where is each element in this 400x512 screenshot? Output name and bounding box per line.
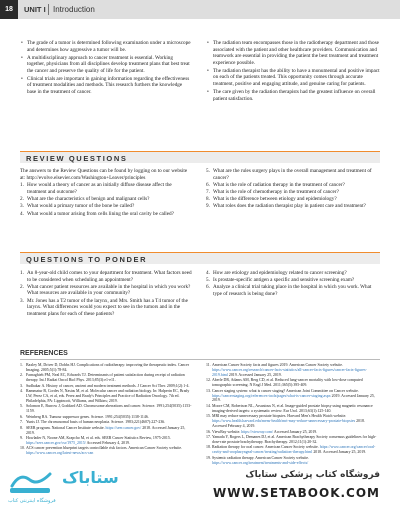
summary-bullet: • A multidisciplinary approach to cancer treatment is essential. Working together, physicians from all disciplines develop treatment plans that best treat the cancer and preserve the quality of life for the patient. <box>20 55 192 75</box>
unit-label: UNIT I <box>24 5 46 14</box>
header-divider <box>48 4 49 15</box>
reference-item: 3. Sudhakar A. History of cancer, ancient and modern treatment methods. J Cancer Sci Ther. 2009;1(2):1-4. <box>20 383 190 388</box>
summary-bullets-left <box>20 40 192 97</box>
reference-item: 4. Rammatur B, Cordes N, Nasias M, et al. Molecular cancer and radiation biology. In: Halperin EC, Brady LW, Perez CA, et al, eds. Perez and Brady's Principles and Practice of Radiation Oncology. 7th ed. Philadelphia, PA: Lippincott, Williams, and Wilkins; 2019. <box>20 389 190 403</box>
reference-item: 2. Farnaghieh PM, Neal EC, Edwards TJ. Determinants of patient satisfaction during receipt of radiation therapy. Int J Radiat Oncol Biol Phys. 2013;85(3):e1-e11. <box>20 373 185 383</box>
reference-link[interactable]: https://www.cancer.org/treatment/treatments-and-side-effects/ <box>212 460 309 465</box>
reference-link[interactable]: https://seer.cancer.gov/csr/1975_2015/ <box>26 440 86 445</box>
reference-item: 7. Yunis JJ. The chromosomal basis of human neoplasia. Science. 1983;221(4607):227-236. <box>20 420 166 425</box>
ponder-question: 6. Analyze a clinical trial taking place in the hospital in which you work. What type of research is being done? <box>206 284 372 297</box>
review-question: 6. What is the role of radiation therapy in the treatment of cancer? <box>206 181 345 188</box>
reference-item: 14. Moore CM, Robertson NL, Arsanious N, et al. Image-guided prostate biopsy using magnetic resonance imaging-derived targets: a systematic review. Eur Urol. 2013;63(1):125-140. <box>206 403 373 413</box>
review-intro: The answers to the Review Questions can be found by logging on to our website at: http://evolve.elsevier.com/Washington+Leaver/principles <box>20 168 188 181</box>
review-questions-right <box>206 168 380 211</box>
ponder-question: 5. Is prostate-specific antigen a specific and sensitive screening exam? <box>206 277 355 284</box>
review-question: 5. What are the rules surgery plays in the overall management and treatment of cancer? <box>206 168 372 181</box>
questions-to-ponder-heading: QUESTIONS TO PONDER <box>26 255 148 264</box>
reference-item: 8. SEER program. National Cancer Institute website. https://seer.cancer.gov/ 2018. Accessed January 25, 2019. <box>20 425 186 435</box>
reference-item: 1. Baxley M, Driver D, Dobbs HJ. Complications of radiotherapy: improving the therapeutic index. Cancer Imaging. 2005;5(1):78-84. <box>20 363 190 372</box>
ponder-questions-left <box>20 270 192 318</box>
reference-link[interactable]: https://www.health.harvard.edu/mens-health/mri-may-reduce-unnecessary-prostate-biopsies <box>212 419 356 424</box>
reference-item: 5. Solomon E, Burrow J, Goddard AD. Chromosome aberrations and cancer. Science. 1991;254(5035):1153-1159. <box>20 404 192 414</box>
references-divider <box>20 359 380 360</box>
review-question: 8. What is the difference between etiology and epidemiology? <box>206 196 337 203</box>
review-questions-heading: REVIEW QUESTIONS <box>26 154 128 163</box>
references-left <box>20 363 194 465</box>
chapter-title: Introduction <box>53 5 95 14</box>
review-question: 2. What are the characteristics of benign and malignant cells? <box>20 196 150 203</box>
reference-link[interactable]: https://www.cancer.org/cancer/oral-cavity-and-oropharyngeal-cancer/treating/radiation-therapy.html <box>212 445 376 455</box>
review-question: 4. What would a tumor arising from cells lining the oral cavity be called? <box>20 210 174 217</box>
reference-item: 19. Systemic radiation therapy. American Cancer Society website. https://www.cancer.org/treatment/treatments-and-side-effects/ <box>206 455 309 465</box>
page-header <box>0 0 400 19</box>
store-name: فروشگاه کتاب پزشکی ستاباک <box>245 470 380 480</box>
references-right <box>206 363 380 465</box>
reference-item: 10. ACS cancer prevention blueprint targets controllable risk factors. American Cancer Society website. https://www.cancer.org/latest-news/acs-can <box>20 446 183 456</box>
reference-item: 13. Cancer staging system: what is cancer staging? American Joint Committee on Cancer website. https://cancerstaging.org/references-tools/pages/what-is-cancer-staging.aspx 2019. Accessed January 25, 2019. <box>206 388 375 403</box>
ponder-questions-right <box>206 270 380 298</box>
reference-item: 17. Yamada Y, Rogers L, Demanes DJ, et al. American Brachytherapy Society consensus guidelines for high-dose-rate prostate brachytherapy. Brachytherapy. 2012;11(1):20-32. <box>206 434 377 444</box>
ponder-question: 1. An 8-year-old child comes to your department for treatment. What factors need to be considered when scheduling an appointment? <box>20 270 192 283</box>
reference-item: 16. ViewRay website. https://viewray.com/ Accessed January 25, 2019. <box>206 429 318 434</box>
reference-item: 9. Howlader N, Noone AM, Krapcho M, et al. eds. SEER Cancer Statistics Review, 1975-2015. https://seer.cancer.gov/csr/1975_2015/ Accessed February 4, 2019. <box>20 436 171 445</box>
questions-to-ponder-banner <box>20 252 380 264</box>
reference-link[interactable]: https://www.cancer.org/latest-news/acs-can <box>26 451 94 456</box>
review-questions-banner <box>20 151 380 163</box>
setabook-logo-icon <box>8 468 54 496</box>
setabook-logo-text: ستاباک <box>62 468 119 487</box>
ponder-question: 4. How are etiology and epidemiology related to cancer screening? <box>206 270 347 276</box>
review-question: 9. What roles does the radiation therapist play in patient care and treatment? <box>206 203 366 210</box>
page-number: 18 <box>0 0 18 19</box>
reference-link[interactable]: https://viewray.com/ <box>241 429 274 434</box>
store-url[interactable]: WWW.SETABOOK.COM <box>212 486 380 500</box>
summary-bullet: • Clinical trials are important in gaining information regarding the effectiveness of treatment modalities and methods. This research furthers the knowledge base in the treatment of cancer. <box>20 76 192 96</box>
review-questions-left <box>20 168 192 218</box>
ponder-question: 2. What cancer patient resources are available in the hospital in which you work? What resources are available in your community? <box>20 283 191 297</box>
references-heading: REFERENCES <box>20 350 68 357</box>
summary-bullet: • The radiation therapist has the ability to have a monumental and positive impact on each of the patients treated. This opportunity comes through accurate treatment, positive and engaging attitude, and genuine caring for patients. <box>206 68 380 88</box>
summary-bullet: • The care given by the radiation therapists had the greatest influence on overall patient satisfaction. <box>206 89 380 102</box>
summary-bullet: • The radiation team encompasses those in the radiotherapy department and those associated with the patient and other healthcare providers. Communication and teamwork are essential in providing the patient the best treatment and treatment experience possible. <box>206 40 380 66</box>
reference-link[interactable]: https://cancerstaging.org/references-tools/pages/what-is-cancer-staging.aspx <box>212 393 331 398</box>
review-question: 1. How would a theory of cancer as an initially diffuse disease affect the treatment and outcome? <box>20 182 172 195</box>
reference-link[interactable]: https://seer.cancer.gov/ <box>105 425 142 430</box>
reference-link[interactable]: https://www.cancer.org/research/cancer-facts-statistics/all-cancer-facts-figures/cancer-facts-figures-2019.html <box>212 367 367 377</box>
review-question: 3. What would a primary tumor of the bone be called? <box>20 203 135 210</box>
reference-item: 11. American Cancer Society facts and figures 2019. American Cancer Society website. https://www.cancer.org/research/cancer-facts-statistics/all-cancer-facts-figures/cancer-facts-figures-2019.html 2019. Accessed January 25, 2019. <box>206 363 367 377</box>
setabook-logo-subtitle: فروشگاه اینترنتی کتاب <box>8 498 56 504</box>
review-question: 7. What is the role of chemotherapy in the treatment of cancer? <box>206 188 339 195</box>
reference-item: 6. Weinberg RA. Tumour suppressor genes. Science. 1991;254(5035):1138-1146. <box>20 414 149 419</box>
ponder-question: 3. Mr. Jones has a T2 tumor of the larynx, and Mrs. Smith has a T4 tumor of the larynx. What differences would you expect to see in the tumors and in the treatment plans for each of these patients? <box>20 297 188 317</box>
reference-item: 18. Radiation therapy for oral cancer. American Cancer Society website. https://www.cancer.org/cancer/oral-cavity-and-oropharyngeal-cancer/treating/radiation-therapy.html 2018. Accessed January 25, 2019. <box>206 445 376 455</box>
summary-bullets-right <box>206 40 380 104</box>
reference-item: 12. Aberle DR, Adams AM, Berg CD, et al. Reduced lung-cancer mortality with low-dose computed tomographic screening. N Engl J Med. 2011;365(5):395-409. <box>206 378 363 388</box>
summary-bullet: • The grade of a tumor is determined following examination under a microscope and determines how aggressive a tumor will be. <box>20 40 192 53</box>
reference-item: 15. MRI may reduce unnecessary prostate biopsies. Harvard Men's Health Watch website. https://www.health.harvard.edu/mens-health/mri-may-reduce-unnecessary-prostate-biopsies 2018. Accessed February 4, 2019. <box>206 414 365 429</box>
